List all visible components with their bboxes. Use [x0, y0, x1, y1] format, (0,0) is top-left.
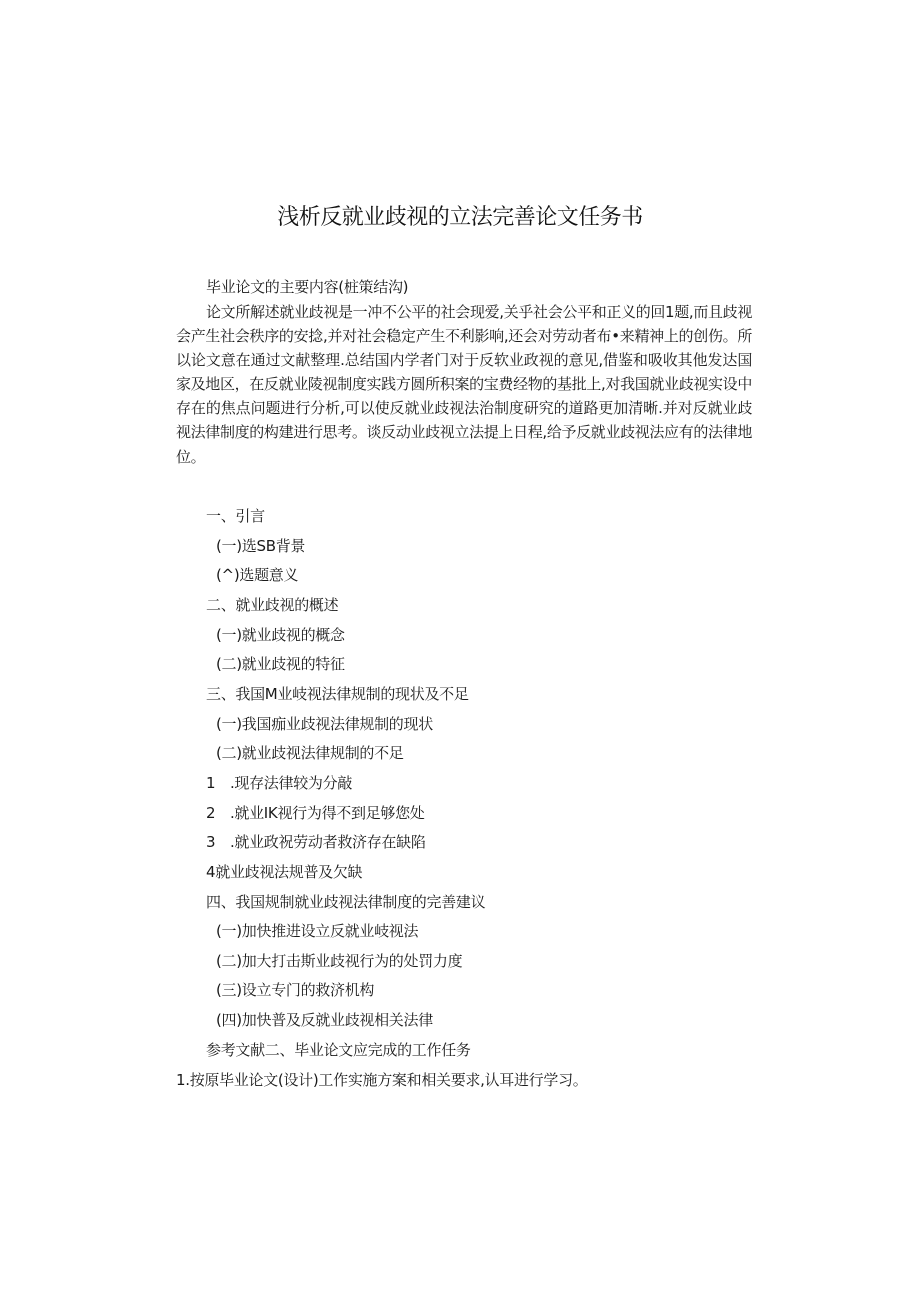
- outline-item-features: (二)就业歧视的特征: [216, 655, 345, 673]
- outline-item-status: 三、我国M业岐视法律规制的现状及不足: [206, 685, 469, 703]
- outline-item-background: (一)选SB背景: [216, 537, 306, 555]
- outline-item-point-3: 3 .就业政祝劳动者救济存在缺陷: [206, 833, 426, 851]
- outline-item-suggestions: 四、我国规制就业歧视法律制度的完善建议: [206, 893, 486, 911]
- outline-item-overview: 二、就业歧视的概述: [206, 596, 339, 614]
- outline-item-current: (一)我国痂业歧视法律规制的现状: [216, 715, 433, 733]
- outline-item-penalty: (二)加大打击斯业歧视行为的处罚力度: [216, 952, 463, 970]
- outline-item-intro: 一、引言: [206, 507, 265, 525]
- outline-item-significance: (^)选题意义: [216, 566, 299, 584]
- main-content-heading: 毕业论文的主要内容(桩策结沟): [206, 278, 409, 296]
- outline-item-relief-agency: (三)设立专门的救济机构: [216, 981, 375, 999]
- outline-item-popularize: (四)加快普及反就业歧视相关法律: [216, 1011, 433, 1029]
- outline-item-shortcomings: (二)就业歧视法律规制的不足: [216, 744, 404, 762]
- outline-item-point-1: 1 .现存法律较为分敲: [206, 774, 353, 792]
- document-title: 浅析反就业歧视的立法完善论文任务书: [277, 205, 643, 230]
- outline-item-legislation: (一)加快推进设立反就业岐视法: [216, 922, 419, 940]
- outline-item-concept: (一)就业歧视的概念: [216, 626, 345, 644]
- outline-item-point-2: 2 .就业IK视行为得不到足够您处: [206, 804, 425, 822]
- task-item-1: 1.按原毕业论文(设计)工作实施方案和相关要求,认耳进行学习。: [176, 1071, 588, 1089]
- outline-item-references-tasks: 参考文献二、毕业论文应完成的工作任务: [206, 1041, 471, 1059]
- outline-item-point-4: 4就业歧视法规普及欠缺: [206, 863, 363, 881]
- main-content-paragraph: 论文所解述就业歧视是一冲不公平的社会现爱,关乎社会公平和正义的回1题,而且歧视会产生社会秩序的安捻,并对社会稳定产生不利影响,还会对劳动者布•来精神上的创伤。所以论文意在通过文献整理.总结国内学者门对于反软业政视的意见,借鉴和吸收其他发达国家及地区，在反就业陵视制度实践方圆所积案的宝费经物的基批上,对我国就业歧视实设中存在的焦点问题进行分析,可以使反就业歧视法治制度研究的道路更加清晰.并对反就业歧视法律制度的构建进行思考。谈反动业歧视立法提上日程,给予反就业歧视法应有的法律地位。: [176, 303, 752, 466]
